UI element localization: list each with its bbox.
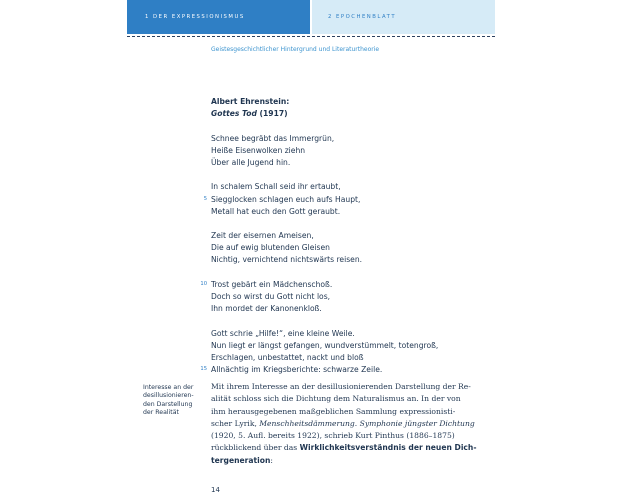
- poem-line: Gott schrie „Hilfe!“, eine kleine Weile.: [211, 328, 355, 338]
- paragraph-line: Mit ihrem Interesse an der desillusionierenden Darstellung der Re-: [211, 382, 471, 391]
- poem-line: Siegglocken schlagen euch aufs Haupt,: [211, 194, 361, 204]
- page-number: 14: [211, 486, 220, 494]
- line-number-10: 10: [200, 281, 207, 287]
- poem-line: Die auf ewig blutenden Gleisen: [211, 243, 330, 253]
- margin-note-line: Interesse an der: [143, 384, 194, 391]
- paragraph-line: ihm herausgegebenen maßgeblichen Sammlung expressionisti-: [211, 406, 456, 416]
- margin-note-line: der Realität: [143, 408, 179, 416]
- body-paragraph: [211, 381, 481, 467]
- poem-line: Doch so wirst du Gott nicht los,: [211, 292, 331, 301]
- line-number-5: 5: [203, 196, 207, 202]
- paragraph-line: [211, 455, 481, 467]
- paragraph-line: [211, 442, 481, 454]
- chapter-header: [127, 0, 495, 34]
- margin-note: [143, 384, 199, 417]
- chapter-tab-expressionismus[interactable]: 1 DER EXPRESSIONISMUS: [127, 0, 310, 34]
- paragraph-text: :: [270, 455, 273, 465]
- poem-line: Trost gebärt ein Mädchenschoß.: [211, 279, 333, 289]
- paragraph-line: (1920, 5. Aufl. bereits 1922), schrieb Kurt Pinthus (1886–1875): [211, 431, 455, 441]
- poem-line: Über alle Jugend hin.: [211, 157, 291, 167]
- poem-year: (1917): [256, 109, 288, 119]
- poem-line: Metall hat euch den Gott geraubt.: [211, 206, 341, 216]
- section-subtitle: Geistesgeschichtlicher Hintergrund und Literaturtheorie: [211, 46, 380, 53]
- margin-note-line: den Darstellung: [143, 400, 193, 408]
- poem-line: Erschlagen, unbestattet, nackt und bloß: [211, 352, 364, 362]
- anthology-title: Menschheitsdämmerung. Symphonie jüngster Dichtung: [259, 418, 475, 428]
- line-number-15: 15: [200, 366, 207, 372]
- chapter-tab-epochenblatt[interactable]: 2 EPOCHENBLATT: [312, 0, 495, 34]
- dashed-divider: [127, 36, 495, 37]
- paragraph-text: scher Lyrik,: [211, 418, 260, 428]
- poem-line: Zeit der eisernen Ameisen,: [211, 231, 314, 241]
- poem-line: Allnächtig im Kriegsberichte: schwarze Zeile.: [211, 365, 383, 375]
- poem-line: In schalem Schall seid ihr ertaubt,: [211, 182, 341, 192]
- margin-note-line: desillusionieren-: [143, 392, 194, 400]
- poem-line: Nichtig, vernichtend nichtswärts reisen.: [211, 255, 363, 265]
- paragraph-text: rückblickend über das: [211, 443, 300, 453]
- poem-author: Albert Ehrenstein:: [211, 97, 290, 106]
- poem-line: Heiße Eisenwolken ziehn: [211, 145, 306, 155]
- poem-line: Nun liegt er längst gefangen, wundverstümmelt, totengroß,: [211, 340, 439, 350]
- poem-line: Ihn mordet der Kanonenkloß.: [211, 304, 322, 314]
- poem: [211, 96, 481, 376]
- key-term-continued: tergeneration: [211, 455, 271, 465]
- poem-line: Schnee begräbt das Immergrün,: [211, 133, 335, 143]
- paragraph-line: alität schloss sich die Dichtung dem Naturalismus an. In der von: [211, 394, 461, 404]
- key-term: Wirklichkeitsverständnis der neuen Dich-: [299, 443, 477, 453]
- paragraph-line: [211, 418, 481, 430]
- poem-title: Gottes Tod: [211, 109, 257, 119]
- poem-title-line: [211, 108, 481, 120]
